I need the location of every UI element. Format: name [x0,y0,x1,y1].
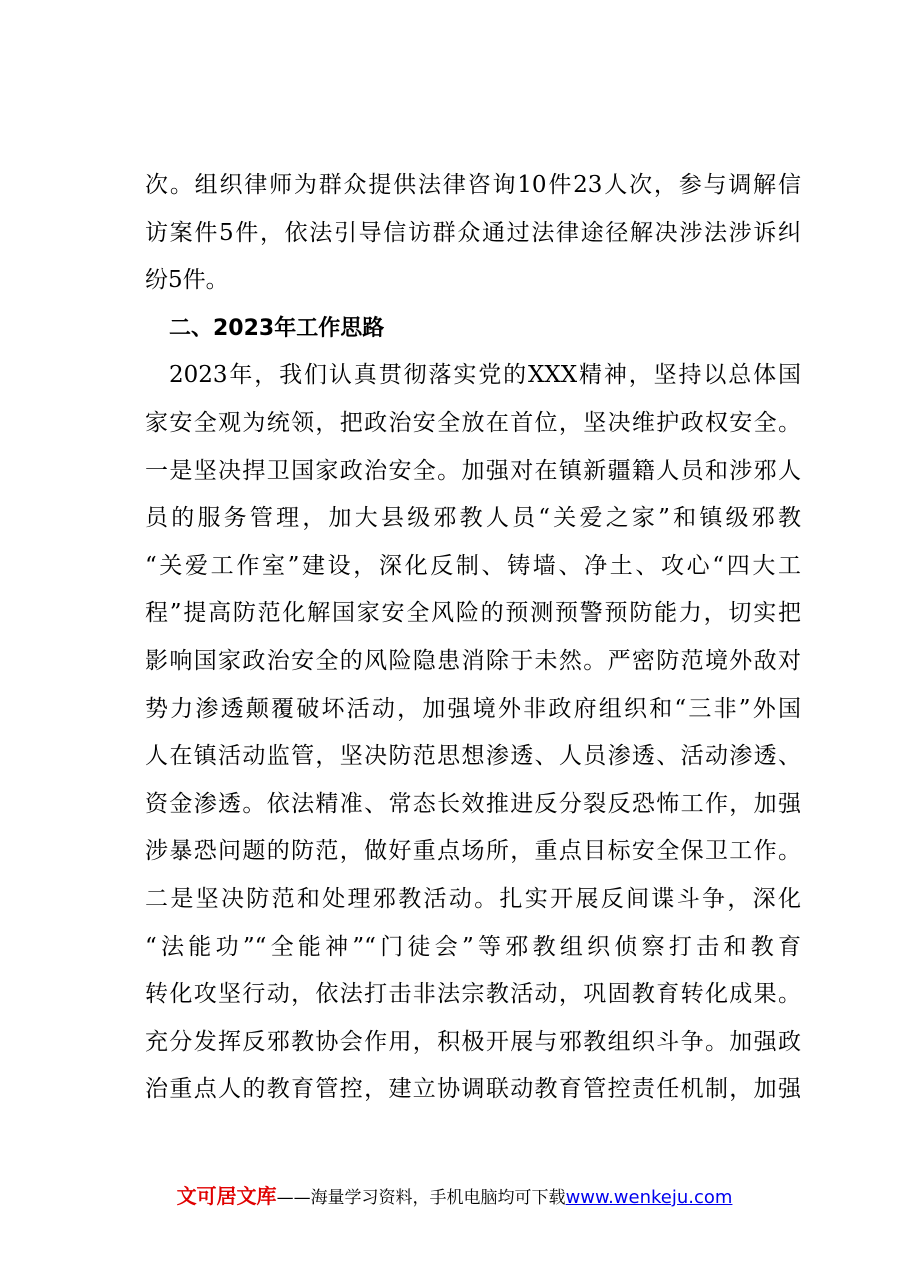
text-line: 二是坚决防范和处理邪教活动。扎实开展反间谍斗争，深化 [145,885,801,912]
section-heading: 二、2023年工作思路 [169,315,385,341]
text-line: “关爱工作室”建设，深化反制、铸墙、净土、攻心“四大工 [145,552,801,579]
footer-tagline: ——海量学习资料，手机电脑均可下载 [276,1188,566,1208]
text-line: 势力渗透颠覆破坏活动，加强境外非政府组织和“三非”外国 [145,695,801,722]
footer-website-link[interactable]: www.wenkeju.com [565,1187,733,1208]
text-line: 2023年，我们认真贯彻落实党的XXX精神，坚持以总体国 [169,362,801,389]
text-line: 转化攻坚行动，依法打击非法宗教活动，巩固教育转化成果。 [145,981,801,1008]
document-body [145,162,801,1114]
text-line: 资金渗透。依法精准、常态长效推进反分裂反恐怖工作，加强 [145,790,801,817]
text-line: 充分发挥反邪教协会作用，积极开展与邪教组织斗争。加强政 [145,1028,801,1055]
text-line: 涉暴恐问题的防范，做好重点场所，重点目标安全保卫工作。 [145,838,801,865]
text-line: “法能功”“全能神”“门徒会”等邪教组织侦察打击和教育 [145,933,801,960]
footer-banner [0,1180,909,1209]
text-line: 影响国家政治安全的风险隐患消除于未然。严密防范境外敌对 [145,647,801,674]
text-line: 一是坚决捍卫国家政治安全。加强对在镇新疆籍人员和涉邪人 [145,457,801,484]
footer-brand: 文可居文库 [176,1184,277,1208]
text-line: 纷5件。 [145,267,229,294]
text-line: 家安全观为统领，把政治安全放在首位，坚决维护政权安全。 [145,409,801,436]
text-line: 人在镇活动监管，坚决防范思想渗透、人员渗透、活动渗透、 [145,743,801,770]
text-line: 次。组织律师为群众提供法律咨询10件23人次，参与调解信 [145,172,801,198]
text-line: 治重点人的教育管控，建立协调联动教育管控责任机制，加强 [145,1076,801,1103]
text-line: 员的服务管理，加大县级邪教人员“关爱之家”和镇级邪教 [145,505,801,532]
text-line: 访案件5件，依法引导信访群众通过法律途径解决涉法涉诉纠 [145,219,801,246]
text-line: 程”提高防范化解国家安全风险的预测预警预防能力，切实把 [145,600,801,627]
